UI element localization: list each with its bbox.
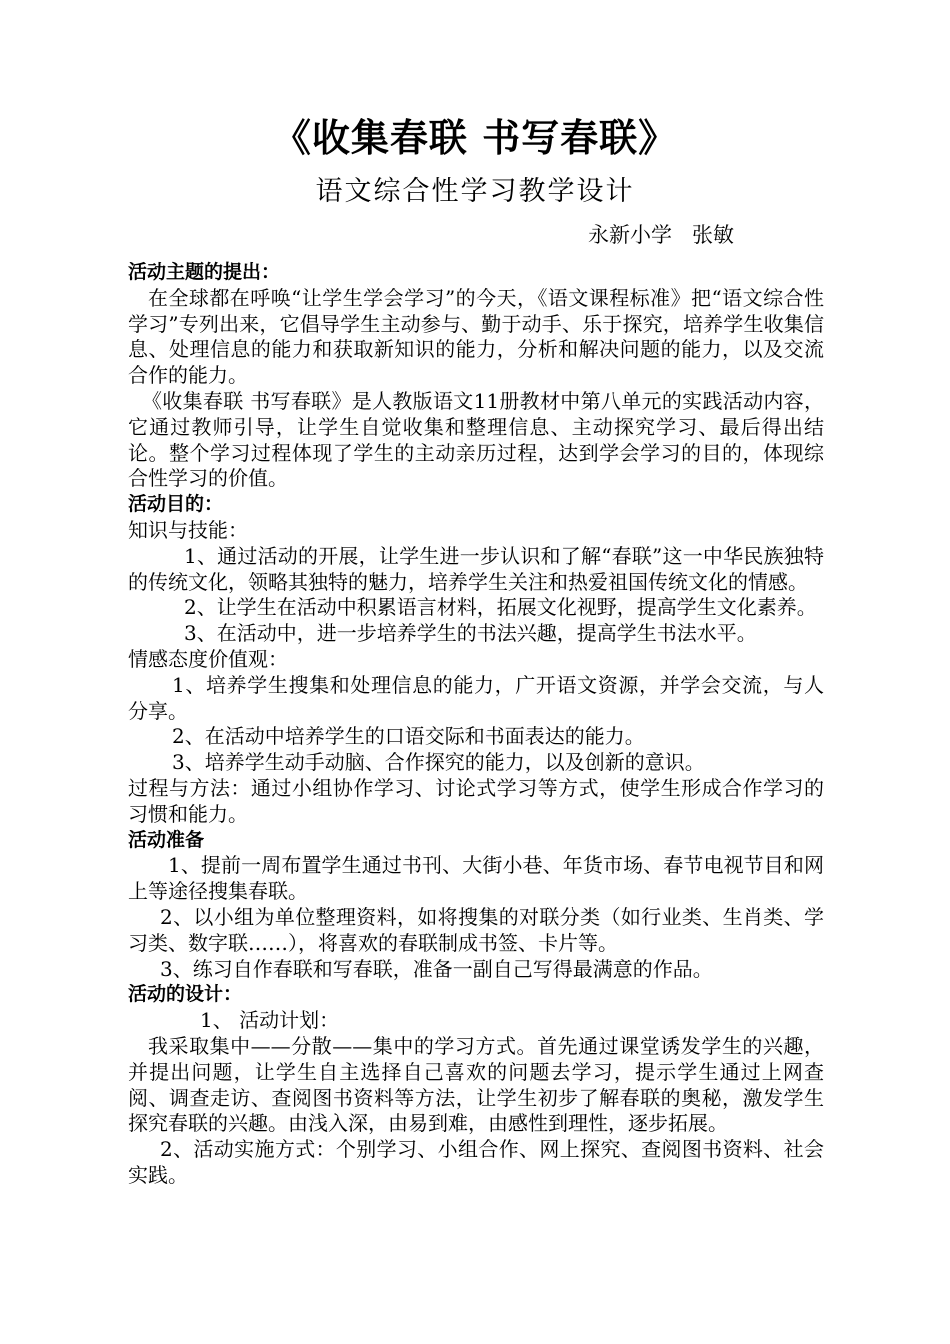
list-item: 2、活动实施方式：个别学习、小组合作、网上探究、查阅图书资料、社会实践。 [128,1137,824,1187]
section-heading-preparation: 活动准备 [128,828,205,851]
list-item: 1、提前一周布置学生通过书刊、大街小巷、年货市场、春节电视节目和网上等途径搜集春联。 [128,853,824,904]
list-item: 1、通过活动的开展，让学生进一步认识和了解“春联”这一中华民族独特的传统文化，领略其独特的魅力，培养学生关注和热爱祖国传统文化的情感。 [128,543,824,594]
document-subtitle: 语文综合性学习教学设计 [315,176,635,207]
subheading-knowledge: 知识与技能： [128,517,248,542]
list-item: 2、以小组为单位整理资料，如将搜集的对联分类（如行业类、生肖类、学习类、数字联……），将喜欢的春联制成书签、卡片等。 [128,904,824,955]
subheading-attitude: 情感态度价值观： [128,646,288,671]
author-line: 永新小学 张敏 [588,223,735,247]
list-item: 3、在活动中，进一步培养学生的书法兴趣，提高学生书法水平。 [184,621,757,646]
paragraph-process-method: 过程与方法：通过小组协作学习、讨论式学习等方式，使学生形成合作学习的习惯和能力。 [128,775,824,826]
section-heading-goals: 活动目的： [128,493,224,516]
paragraph: 《收集春联 书写春联》是人教版语文11册教材中第八单元的实践活动内容，它通过教师引导，让学生自觉收集和整理信息、主动探究学习、最后得出结论。整个学习过程体现了学生的主动亲历过程，达到学会学习的目的，体现综合性学习的价值。 [128,388,824,491]
list-item: 3、培养学生动手动脑、合作探究的能力，以及创新的意识。 [172,750,705,775]
list-item: 3、练习自作春联和写春联，准备一副自己写得最满意的作品。 [160,956,713,981]
list-item: 2、在活动中培养学生的口语交际和书面表达的能力。 [172,724,645,749]
paragraph: 在全球都在呼唤“让学生学会学习”的今天，《语文课程标准》把“语文综合性学习”专列出来，它倡导学生主动参与、勤于动手、乐于探究，培养学生收集信息、处理信息的能力和获取新知识的能力，分析和解决问题的能力，以及交流合作的能力。 [128,285,824,388]
list-item: 1、 活动计划： [200,1008,340,1033]
list-item: 1、培养学生搜集和处理信息的能力，广开语文资源，并学会交流，与人分享。 [128,672,824,723]
section-heading-theme: 活动主题的提出： [128,261,281,283]
section-heading-design: 活动的设计： [128,983,243,1006]
document-title: 《收集春联 书写春联》 [272,116,678,160]
document-body [128,260,824,1189]
paragraph: 我采取集中——分散——集中的学习方式。首先通过课堂诱发学生的兴趣，并提出问题，让学生自主选择自己喜欢的问题去学习，提示学生通过上网查阅、调查走访、查阅图书资料等方法，让学生初步了解春联的奥秘，激发学生探究春联的兴趣。由浅入深，由易到难，由感性到理性，逐步拓展。 [128,1033,824,1136]
list-item: 2、让学生在活动中积累语言材料，拓展文化视野，提高学生文化素养。 [184,595,817,620]
